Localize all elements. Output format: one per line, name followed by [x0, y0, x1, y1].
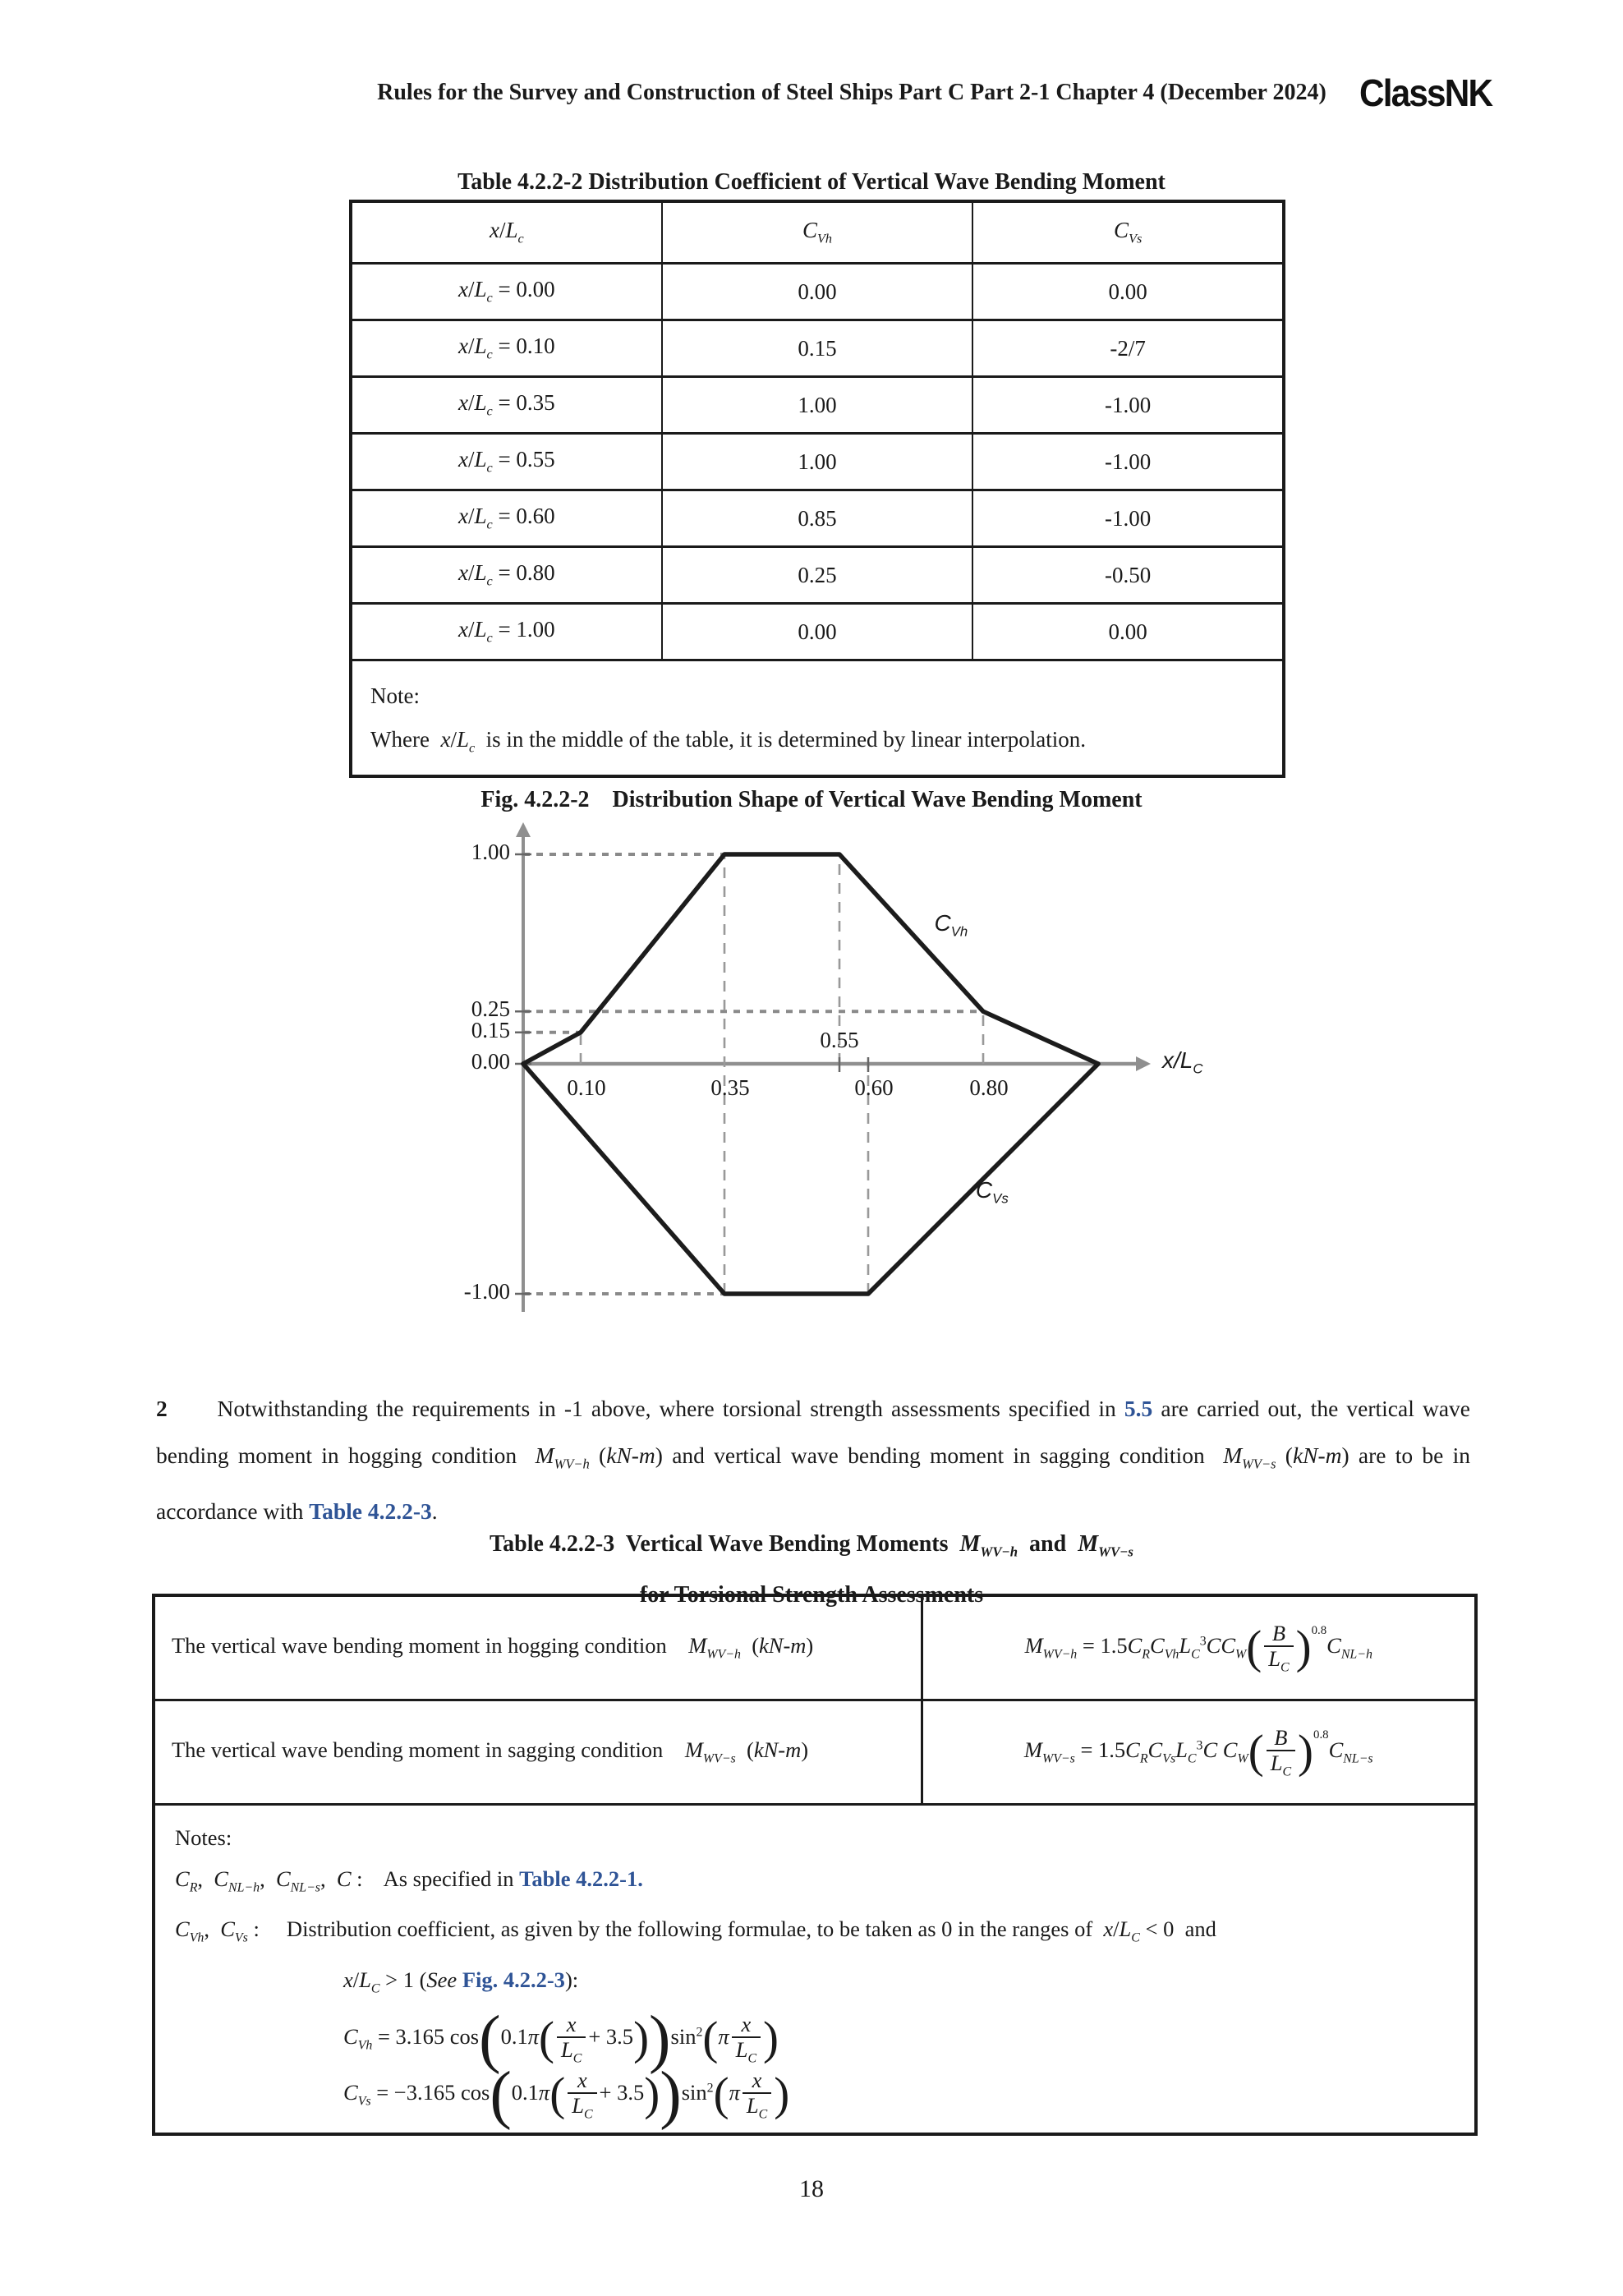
- sagging-condition-label: The vertical wave bending moment in sagging condition $M_{WV-s}$ (kN-m): [154, 1700, 922, 1805]
- header-title: Rules for the Survey and Construction of Steel Ships Part C Part 2-1 Chapter 4 (December 2024): [377, 80, 1326, 105]
- table1-caption: Table 4.2.2-2 Distribution Coefficient of Vertical Wave Bending Moment: [457, 169, 1166, 195]
- table2-caption-line1: Table 4.2.2-3 Vertical Wave Bending Moments $M_{WV-h}$ and $M_{WV-s}$: [490, 1531, 1133, 1560]
- cvs-value-cell: -1.00: [972, 434, 1284, 490]
- table2-row-sagging: [154, 1700, 1476, 1805]
- y-tick-label: 0.15: [471, 1017, 510, 1042]
- table1-note: Note: Where $x/L_c$ is in the middle of the table, it is determined by linear interpolation.: [351, 660, 1284, 776]
- table1-note-row: [351, 660, 1284, 776]
- cvh-value-cell: 0.00: [662, 264, 973, 320]
- x-over-lc-cell: $x/L_c = 1.00$: [351, 604, 662, 660]
- table2-notes: [154, 1805, 1476, 2135]
- cvh-value-cell: 0.25: [662, 547, 973, 604]
- cvs-value-cell: 0.00: [972, 264, 1284, 320]
- x-tick-label: 0.60: [854, 1075, 894, 1100]
- col-header-cvh: $C_{Vh}$: [662, 201, 973, 264]
- y-axis-arrow-icon: [516, 822, 531, 837]
- cvs-value-cell: -1.00: [972, 490, 1284, 547]
- notes-label: Notes:: [175, 1825, 232, 1850]
- table-row: [351, 547, 1284, 604]
- table-row: [351, 377, 1284, 434]
- note-distribution-coefficient: $C_{Vh}$, $C_{Vs}$ : Distribution coefficient, as given by the following formulae, to be taken as 0 in the ranges of $x/L_C < 0$ and: [175, 1916, 1216, 1945]
- cvh-value-cell: 0.15: [662, 320, 973, 377]
- cvh-value-cell: 1.00: [662, 377, 973, 434]
- cvs-value-cell: -2/7: [972, 320, 1284, 377]
- x-tick-label: 0.10: [567, 1075, 606, 1100]
- chart-canvas: [394, 817, 1224, 1351]
- link-table-4-2-2-3[interactable]: Table 4.2.2-3: [309, 1498, 432, 1524]
- distribution-shape-chart: [394, 817, 1224, 1351]
- table1-header-row: [351, 201, 1284, 264]
- formula-cvs: $C_{Vs} = -3.165$ cos(0.1π( $\frac{x}{L_C}$ + $3.5))\sin^2(\pi$ $\frac{x}{L_C}$ ): [343, 2059, 790, 2132]
- col-header-cvs: $C_{Vs}$: [972, 201, 1284, 264]
- formula-cvh: $C_{Vh} = 3.165$ cos(0.1π( $\frac{x}{L_C}$ + $3.5))\sin^2(\pi$ $\frac{x}{L_C}$ ): [343, 2002, 779, 2075]
- table2-caption-line2: for Torsional Strength Assessments: [639, 1581, 984, 1608]
- cvs-value-cell: 0.00: [972, 604, 1284, 660]
- hogging-condition-label: The vertical wave bending moment in hogging condition $M_{WV-h}$ (kN-m): [154, 1595, 922, 1700]
- cvs-value-cell: -0.50: [972, 547, 1284, 604]
- x-over-lc-cell: $x/L_c = 0.35$: [351, 377, 662, 434]
- x-tick-label-above: 0.55: [820, 1028, 859, 1052]
- classnk-logo: ClassNK: [1359, 71, 1492, 114]
- series-label-C_Vs: $C_{Vs}$: [975, 1177, 1009, 1207]
- table2-notes-row: [154, 1805, 1476, 2135]
- table-row: [351, 434, 1284, 490]
- cvh-value-cell: 1.00: [662, 434, 973, 490]
- page-header: [156, 71, 1492, 115]
- note-distribution-coefficient-cont: $x/L_C > 1$ (See Fig. 4.2.2-3):: [343, 1967, 579, 1995]
- hogging-formula: $M_{WV-h} = 1.5C_RC_{Vh}L_C^3CC_W$( $\frac{B}{L_C}$ )$^{0.8}C_{NL-h}$: [922, 1595, 1476, 1700]
- table-row: [351, 264, 1284, 320]
- link-fig-4-2-2-3[interactable]: Fig. 4.2.2-3: [462, 1967, 565, 1992]
- table-row: [351, 320, 1284, 377]
- cvh-value-cell: 0.00: [662, 604, 973, 660]
- x-axis-arrow-icon: [1136, 1056, 1151, 1071]
- cvs-value-cell: -1.00: [972, 377, 1284, 434]
- y-tick-label: 1.00: [471, 840, 510, 864]
- col-header-x-over-lc: $x/L_c$: [351, 201, 662, 264]
- x-over-lc-cell: $x/L_c = 0.00$: [351, 264, 662, 320]
- figure-caption: Fig. 4.2.2-2 Distribution Shape of Vertical Wave Bending Moment: [480, 787, 1143, 812]
- table-4-2-2-2: [349, 200, 1285, 778]
- table-row: [351, 604, 1284, 660]
- x-over-lc-cell: $x/L_c = 0.80$: [351, 547, 662, 604]
- x-over-lc-cell: $x/L_c = 0.10$: [351, 320, 662, 377]
- table-4-2-2-3: [152, 1594, 1478, 2136]
- note-coefficients: $C_R$, $C_{NL-h}$, $C_{NL-s}$, C : As specified in Table 4.2.2-1.: [175, 1866, 643, 1895]
- y-tick-label: -1.00: [463, 1279, 510, 1304]
- link-5-5[interactable]: 5.5: [1124, 1396, 1153, 1421]
- page-number: 18: [799, 2175, 824, 2202]
- x-over-lc-cell: $x/L_c = 0.60$: [351, 490, 662, 547]
- x-over-lc-cell: $x/L_c = 0.55$: [351, 434, 662, 490]
- link-table-4-2-2-1[interactable]: Table 4.2.2-1.: [519, 1866, 643, 1891]
- table-row: [351, 490, 1284, 547]
- x-tick-label: 0.35: [710, 1075, 750, 1100]
- series-label-C_Vh: $C_{Vh}$: [934, 909, 968, 940]
- y-tick-label: 0.25: [471, 996, 510, 1022]
- x-tick-label: 0.80: [969, 1075, 1009, 1100]
- table2-row-hogging: [154, 1595, 1476, 1700]
- cvh-value-cell: 0.85: [662, 490, 973, 547]
- paragraph-2: 2 Notwithstanding the requirements in -1 above, where torsional strength assessments specified in 5.5 are carried out, the vertical wave bending moment in hogging condition $M_{WV-h}$ (kN-m) and vertical wave bending moment in sagging condition $M_{WV-s}$ (kN-m) are to be in accordance with Table 4.2.2-3.: [156, 1396, 1470, 1524]
- sagging-formula: $M_{WV-s} = 1.5C_RC_{Vs}L_C^3C$ $C_W$( $\frac{B}{L_C}$ )$^{0.8}C_{NL-s}$: [922, 1700, 1476, 1805]
- y-tick-label: 0.00: [471, 1049, 510, 1074]
- x-axis-title: $x/L_C$: [1162, 1047, 1203, 1077]
